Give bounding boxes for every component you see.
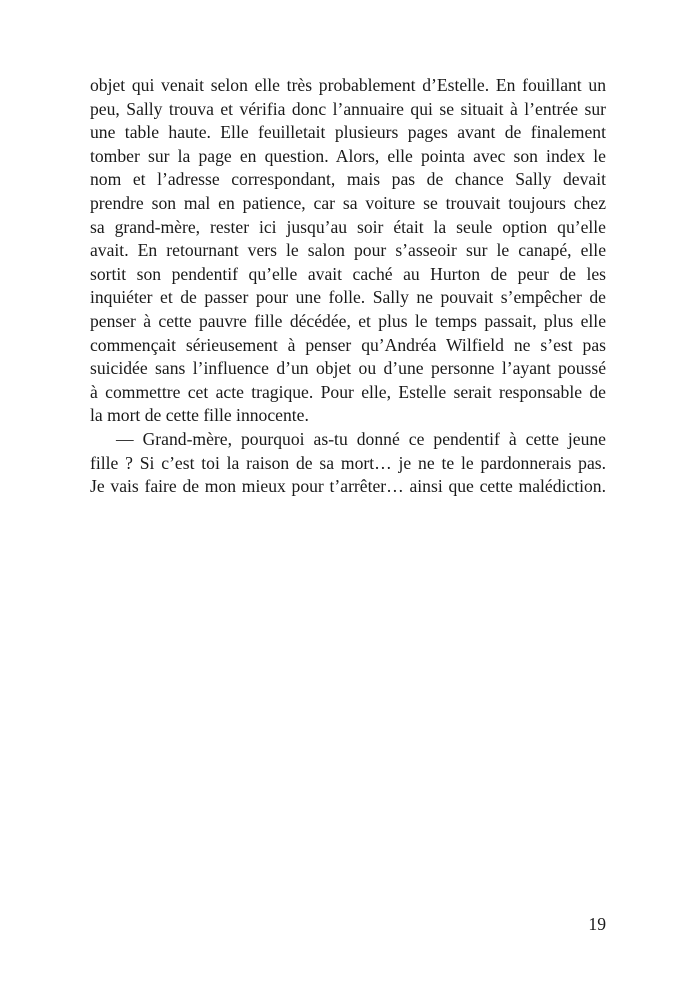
text-line: penser à cette pauvre fille décédée, et plus le temps passait, plus elle (90, 310, 606, 331)
text-line: la mort de cette fille innocente. (90, 405, 309, 426)
text-line: avait. En retournant vers le salon pour s’asseoir sur le canapé, elle (90, 240, 606, 261)
text-line: sa grand-mère, rester ici jusqu’au soir était la seule option qu’elle (90, 216, 606, 237)
page-number: 19 (588, 914, 606, 934)
dialogue-line: — Grand-mère, pourquoi as-tu donné ce pendentif à cette jeune (116, 428, 606, 449)
text-line: inquiéter et de passer pour une folle. Sally ne pouvait s’empêcher de (90, 287, 606, 308)
text-line: sortit son pendentif qu’elle avait caché au Hurton de peur de les (90, 263, 606, 284)
text-line: à commettre cet acte tragique. Pour elle, Estelle serait responsable de (90, 381, 606, 402)
text-line: suicidée sans l’influence d’un objet ou d’une personne l’ayant poussé (90, 358, 606, 379)
text-line: tomber sur la page en question. Alors, elle pointa avec son index le (90, 145, 606, 166)
text-line: commençait sérieusement à penser qu’Andréa Wilfield ne s’est pas (90, 334, 606, 355)
text-line: une table haute. Elle feuilletait plusieurs pages avant de finalement (90, 122, 606, 143)
dialogue-line: Je vais faire de mon mieux pour t’arrêter… ainsi que cette malédiction. (90, 476, 606, 497)
text-line: objet qui venait selon elle très probablement d’Estelle. En fouillant un (90, 75, 606, 95)
text-line: prendre son mal en patience, car sa voiture se trouvait toujours chez (90, 192, 606, 213)
text-line: peu, Sally trouva et vérifia donc l’annuaire qui se situait à l’entrée sur (90, 98, 606, 119)
dialogue-line: fille ? Si c’est toi la raison de sa mort… je ne te le pardonnerais pas. (90, 452, 606, 473)
text-line: nom et l’adresse correspondant, mais pas de chance Sally devait (90, 169, 606, 190)
body-text (90, 74, 606, 499)
